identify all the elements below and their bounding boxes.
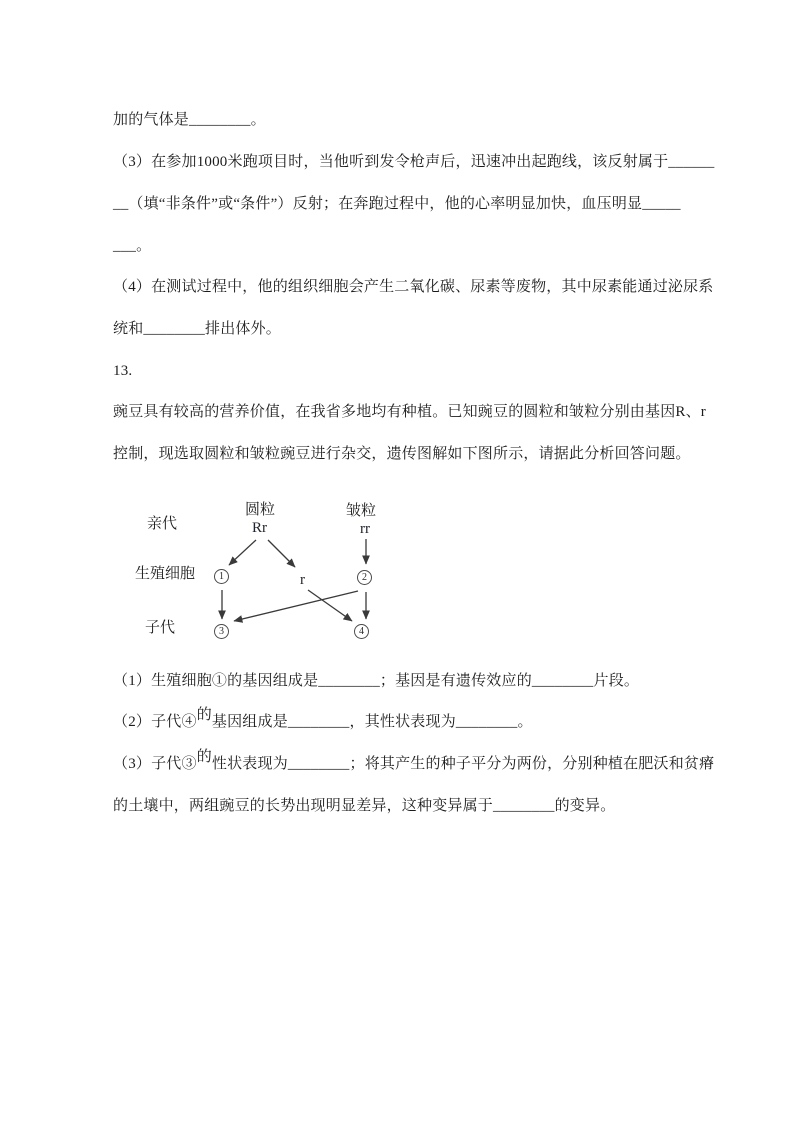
q13-sub2-raised-de: 的 [196,707,212,723]
q13-intro-line2: 控制，现选取圆粒和皱粒豌豆进行杂交，遗传图解如下图所示，请据此分析回答问题。 [113,446,691,462]
gamete-r-label: r [300,572,305,588]
parent-wrinkled-genotype: rr [360,521,370,537]
q12-part4-line2: 统和________排出体外。 [113,321,282,337]
q13-sub2-prefix: （2）子代④ [113,714,197,730]
q13-sub3-line2: 的土壤中，两组豌豆的长势出现明显差异，这种变异属于________的变异。 [113,798,616,814]
diagram-row-label-gametes: 生殖细胞 [135,566,196,582]
q13-sub3-line1 [113,749,715,774]
q13-sub3-rest: 性状表现为________；将其产生的种子平分为两份，分别种植在肥沃和贫瘠 [211,756,715,772]
q12-gas-blank-line: 加的气体是________。 [113,112,266,128]
parent-round-genotype: Rr [252,520,267,536]
q13-sub3-raised-de: 的 [196,749,212,765]
q13-sub3-prefix: （3）子代③ [113,756,197,772]
q13-sub1: （1）生殖细胞①的基因组成是________；基因是有遗传效应的________片段。 [113,673,640,689]
diagram-row-label-parents: 亲代 [147,516,178,532]
q13-number: 13. [113,363,133,379]
offspring-node-4: 4 [354,624,369,639]
parent-wrinkled-trait-label: 皱粒 [346,503,377,519]
diagram-row-label-offspring: 子代 [145,620,176,636]
q13-intro-line1: 豌豆具有较高的营养价值，在我省多地均有种植。已知豌豆的圆粒和皱粒分别由基因R、r [113,404,707,420]
gamete-node-1: 1 [214,569,229,584]
q12-part4-line1: （4）在测试过程中，他的组织细胞会产生二氧化碳、尿素等废物，其中尿素能通过泌尿系 [113,279,714,295]
offspring-node-3: 3 [214,624,229,639]
q12-part3-line1: （3）在参加1000米跑项目时，当他听到发令枪声后，迅速冲出起跑线，该反射属于______ [113,154,715,170]
q13-sub2 [113,707,533,732]
q12-part3-line2: __（填“非条件”或“条件”）反射；在奔跑过程中，他的心率明显加快，血压明显_____ [113,196,681,212]
q12-part3-line3: ___。 [113,238,152,254]
q13-sub2-rest: 基因组成是________，其性状表现为________。 [211,714,533,730]
parent-round-trait-label: 圆粒 [245,502,276,518]
gamete-node-2: 2 [357,570,372,585]
